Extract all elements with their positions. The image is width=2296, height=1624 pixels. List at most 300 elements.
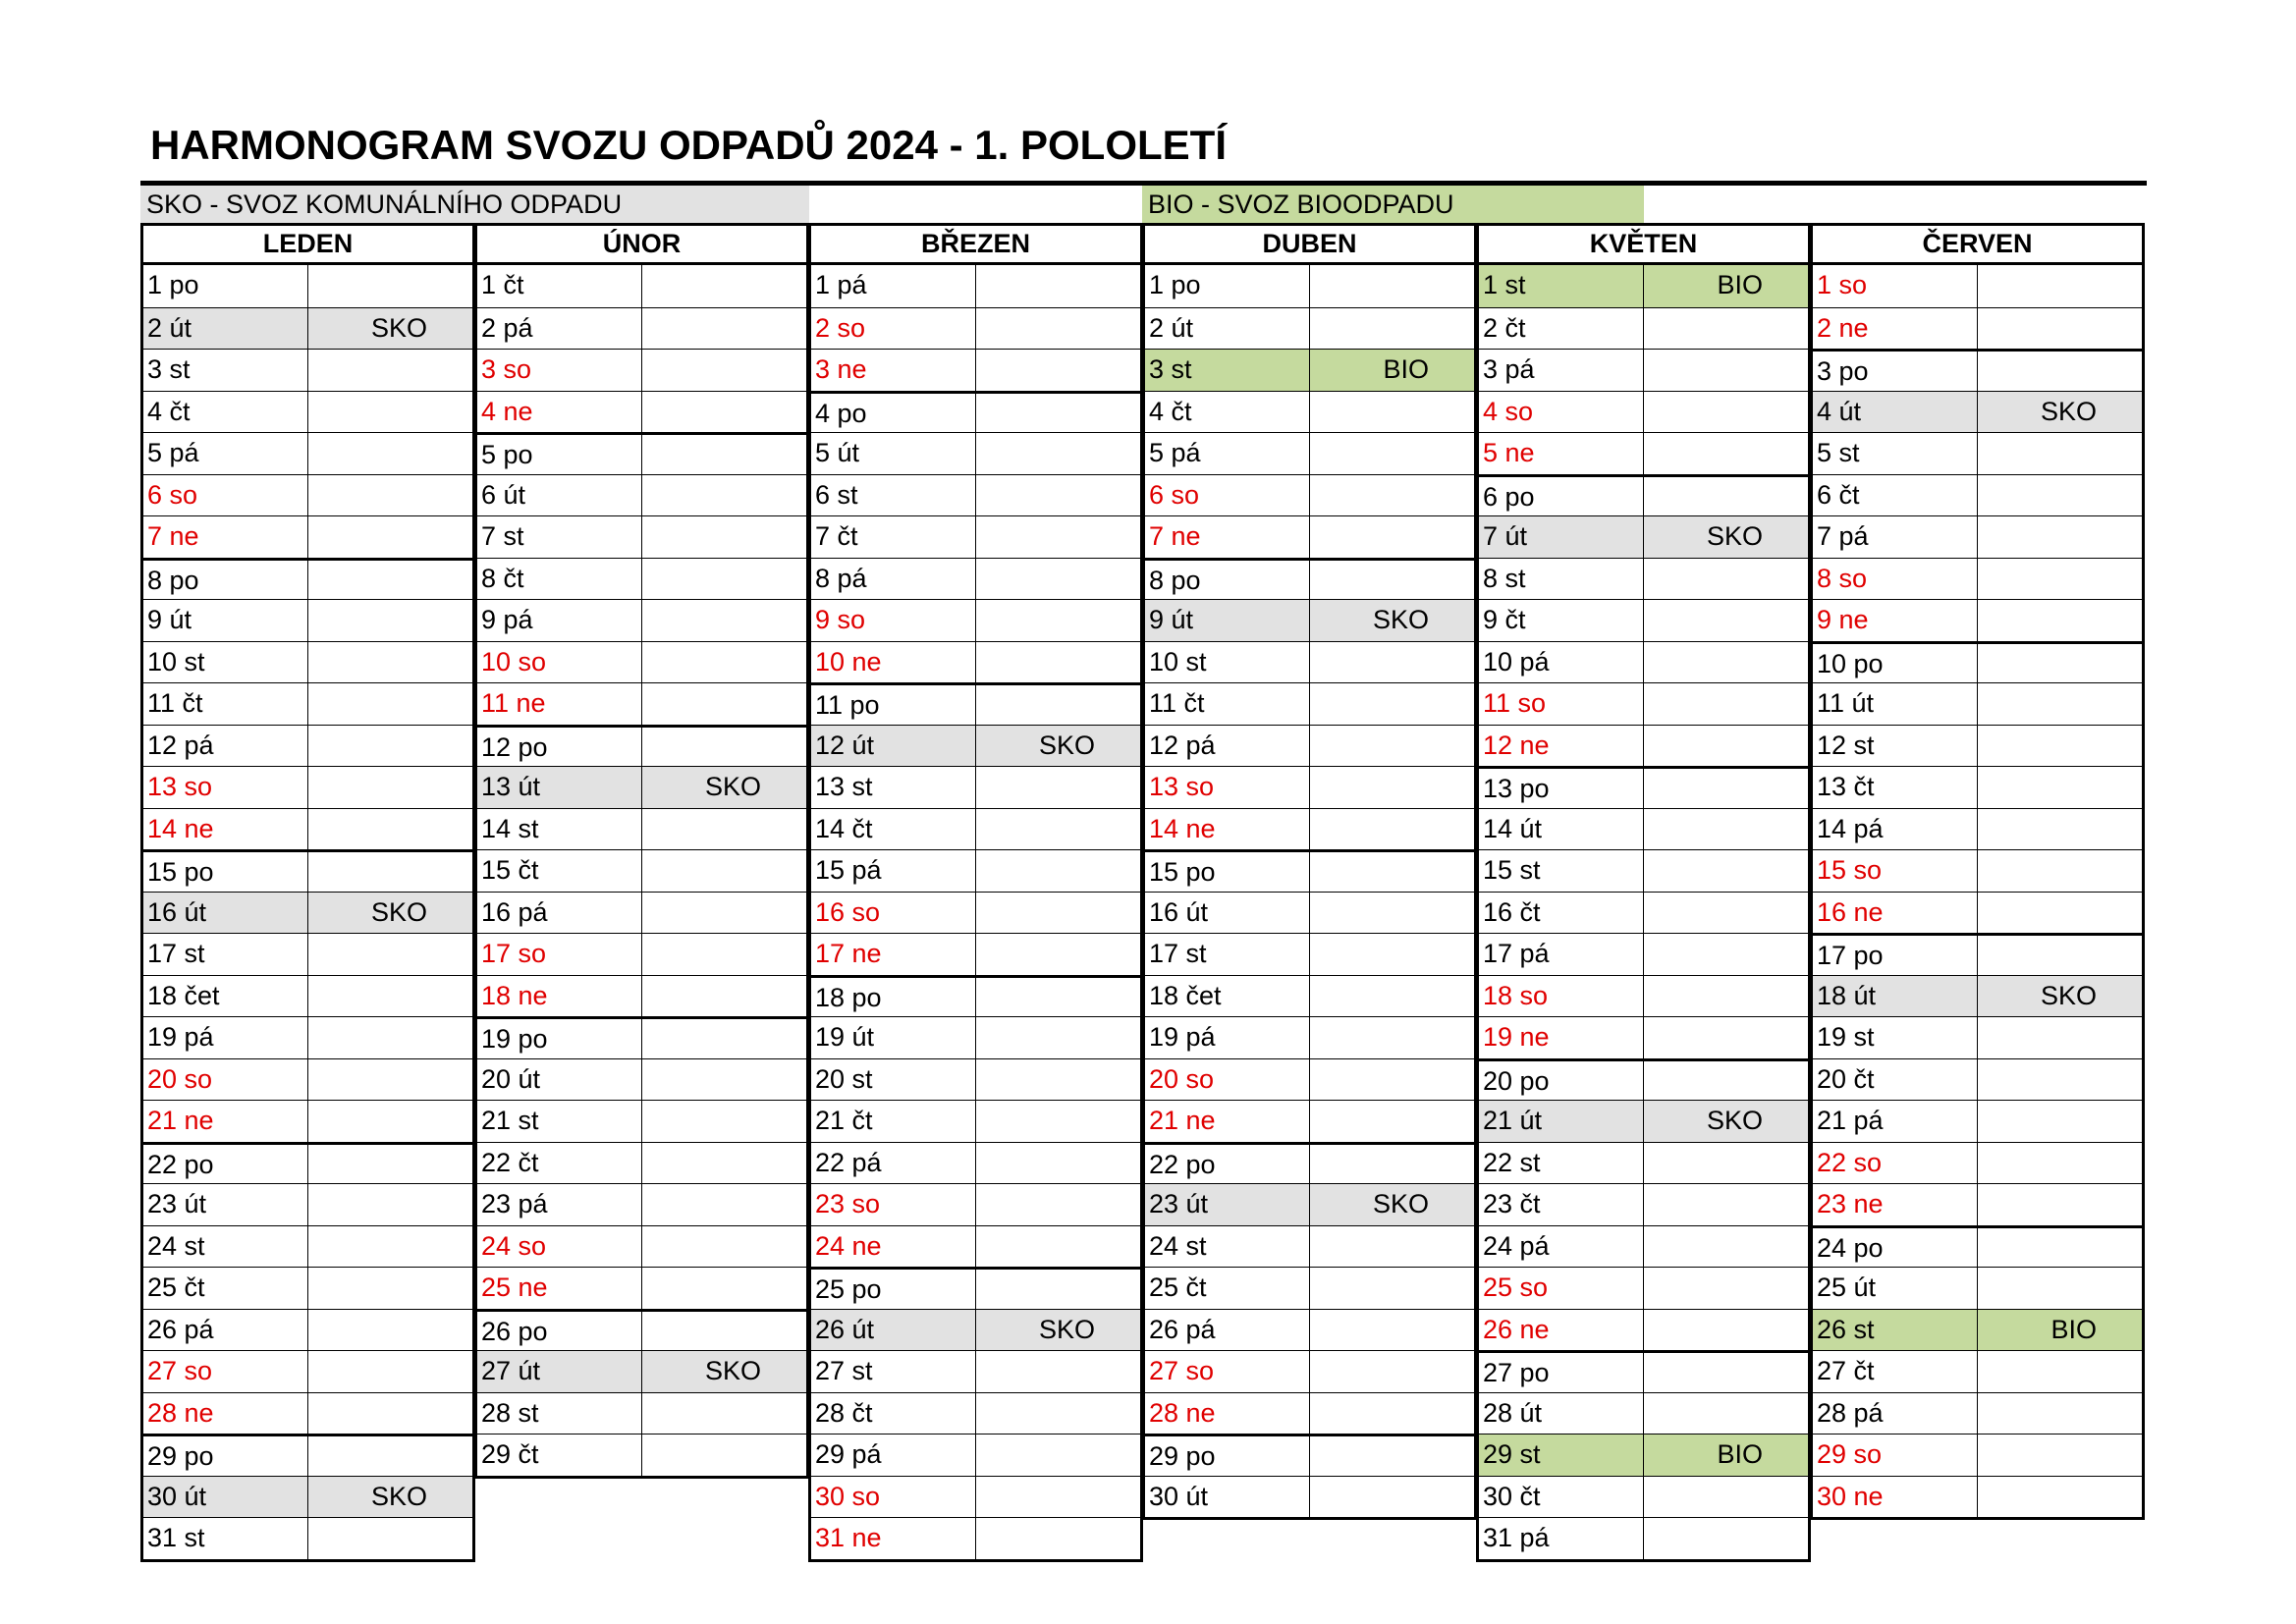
day-label: 10 po (1813, 644, 1978, 683)
collection-type (1978, 936, 2143, 975)
collection-type (1310, 809, 1475, 850)
day-row (1479, 474, 1808, 516)
day-row (143, 599, 472, 641)
day-label: 26 po (477, 1312, 642, 1351)
collection-type: BIO (2050, 1314, 2097, 1344)
day-row (477, 515, 806, 558)
collection-type (1310, 1101, 1475, 1142)
day-label: 17 so (477, 934, 642, 975)
month-column (808, 223, 1143, 1561)
day-row (1145, 558, 1474, 600)
collection-type (1978, 516, 2143, 558)
collection-type (1978, 352, 2143, 391)
day-label: 12 út (811, 726, 976, 767)
day-label: 14 čt (811, 809, 976, 850)
collection-type (1978, 1228, 2143, 1268)
day-label: 21 pá (1813, 1101, 1978, 1142)
day-label: 4 ne (477, 392, 642, 433)
day-row (477, 766, 806, 808)
collection-type (308, 934, 473, 975)
collection-type (1644, 392, 1809, 433)
day-label: 18 út (1813, 976, 1978, 1017)
day-row (811, 725, 1140, 767)
collection-type (1644, 726, 1809, 767)
day-label: 28 st (477, 1393, 642, 1435)
day-row (1145, 1267, 1474, 1309)
day-row (143, 1476, 472, 1518)
day-label: 30 čt (1479, 1477, 1644, 1518)
collection-type (1310, 893, 1475, 934)
day-label: 8 so (1813, 559, 1978, 600)
day-row (1145, 682, 1474, 725)
day-label: 16 čt (1479, 893, 1644, 934)
day-row (477, 892, 806, 934)
collection-type (1310, 1477, 1475, 1518)
day-row (1479, 975, 1808, 1017)
day-list (1142, 265, 1477, 1520)
day-label: 11 čt (143, 683, 308, 725)
collection-type (1644, 1184, 1809, 1225)
day-label: 2 út (143, 308, 308, 350)
day-label: 6 st (811, 475, 976, 516)
day-row (1145, 1392, 1474, 1435)
day-label: 15 po (1145, 852, 1310, 892)
collection-type (1644, 1061, 1809, 1101)
day-label: 22 po (1145, 1145, 1310, 1184)
collection-type (976, 1017, 1141, 1058)
collection-type (1644, 642, 1809, 683)
collection-type (308, 1518, 473, 1559)
collection-type (1310, 475, 1475, 516)
day-row (1813, 725, 2142, 767)
day-label: 5 pá (1145, 433, 1310, 474)
collection-type (642, 1226, 807, 1268)
day-row (143, 849, 472, 892)
day-row (811, 808, 1140, 850)
day-row (1145, 641, 1474, 683)
day-row (811, 1392, 1140, 1435)
day-label: 2 čt (1479, 308, 1644, 350)
collection-type (1978, 644, 2143, 683)
day-row (143, 1434, 472, 1476)
day-label: 17 ne (811, 934, 976, 975)
collection-type (642, 642, 807, 683)
collection-type (1310, 1351, 1475, 1392)
day-row (1813, 1225, 2142, 1268)
day-row (143, 1058, 472, 1101)
day-row (477, 682, 806, 725)
day-list (1810, 265, 2145, 1520)
day-label: 23 út (1145, 1184, 1310, 1225)
day-row (143, 808, 472, 850)
day-row (1813, 1350, 2142, 1392)
collection-type (308, 600, 473, 641)
collection-type (976, 685, 1141, 725)
day-label: 22 pá (811, 1143, 976, 1184)
collection-type (1978, 1351, 2143, 1392)
day-row (143, 1309, 472, 1351)
day-row (1813, 558, 2142, 600)
day-row (1479, 808, 1808, 850)
day-label: 18 po (811, 978, 976, 1017)
day-row (143, 349, 472, 391)
day-label: 2 pá (477, 308, 642, 350)
day-row (811, 599, 1140, 641)
day-row (811, 1058, 1140, 1101)
collection-type (1310, 1059, 1475, 1101)
collection-type (1978, 683, 2143, 725)
day-label: 31 st (143, 1518, 308, 1559)
collection-type (1978, 1184, 2143, 1225)
day-label: 18 ne (477, 976, 642, 1017)
collection-type (1644, 1310, 1809, 1351)
collection-type (976, 809, 1141, 850)
day-label: 28 čt (811, 1393, 976, 1435)
day-row (811, 1517, 1140, 1559)
collection-type: SKO (2040, 980, 2097, 1010)
day-label: 28 pá (1813, 1393, 1978, 1435)
collection-type (308, 516, 473, 558)
day-row (1145, 391, 1474, 433)
collection-type (642, 1435, 807, 1476)
day-row (1479, 307, 1808, 350)
day-label: 3 ne (811, 350, 976, 391)
day-row (477, 1434, 806, 1476)
day-label: 25 po (811, 1270, 976, 1309)
day-row (1479, 1434, 1808, 1476)
day-row (811, 892, 1140, 934)
day-row (143, 515, 472, 558)
day-label: 25 čt (1145, 1268, 1310, 1309)
day-row (1479, 766, 1808, 808)
collection-type (642, 1184, 807, 1225)
collection-type (1644, 1268, 1809, 1309)
day-row (1145, 766, 1474, 808)
month-header: ÚNOR (474, 223, 809, 265)
collection-type (976, 394, 1141, 433)
day-list (140, 265, 475, 1562)
day-label: 10 st (1145, 642, 1310, 683)
day-row (1813, 1183, 2142, 1225)
day-label: 24 so (477, 1226, 642, 1268)
collection-type (976, 433, 1141, 474)
month-column (474, 223, 809, 1561)
collection-type (1978, 1477, 2143, 1518)
collection-type: SKO (704, 772, 761, 801)
day-row (1813, 1476, 2142, 1518)
day-label: 9 út (1145, 600, 1310, 641)
day-label: 19 po (477, 1019, 642, 1058)
day-row (477, 1100, 806, 1142)
day-row (1479, 515, 1808, 558)
collection-type (308, 1310, 473, 1351)
day-label: 4 čt (1145, 392, 1310, 433)
collection-type (1310, 767, 1475, 808)
collection-type (1644, 893, 1809, 934)
collection-type (976, 934, 1141, 975)
collection-type (642, 850, 807, 892)
collection-type (1644, 559, 1809, 600)
day-label: 27 čt (1813, 1351, 1978, 1392)
day-label: 27 út (477, 1351, 642, 1392)
day-row (1813, 1267, 2142, 1309)
day-label: 26 pá (1145, 1310, 1310, 1351)
day-row (1145, 474, 1474, 516)
day-label: 11 ne (477, 683, 642, 725)
collection-type (1310, 683, 1475, 725)
collection-type (1978, 809, 2143, 850)
collection-type (1644, 350, 1809, 391)
collection-type (642, 1019, 807, 1058)
collection-type: SKO (1706, 1106, 1763, 1135)
day-row (1479, 1392, 1808, 1435)
day-label: 3 st (143, 350, 308, 391)
day-label: 23 út (143, 1184, 308, 1225)
day-label: 11 po (811, 685, 976, 725)
day-label: 7 ne (1145, 516, 1310, 558)
day-label: 28 ne (1145, 1393, 1310, 1435)
day-label: 27 so (143, 1351, 308, 1392)
day-label: 9 so (811, 600, 976, 641)
day-row (143, 766, 472, 808)
collection-type (1978, 475, 2143, 516)
day-label: 25 ne (477, 1268, 642, 1309)
collection-type (1644, 477, 1809, 516)
day-row (1479, 1058, 1808, 1101)
day-label: 26 st (1813, 1310, 1978, 1351)
day-row (477, 725, 806, 767)
day-row (477, 1267, 806, 1309)
day-label: 21 ne (143, 1101, 308, 1142)
day-label: 30 út (143, 1477, 308, 1518)
day-label: 22 so (1813, 1143, 1978, 1184)
day-row (477, 1350, 806, 1392)
day-label: 30 so (811, 1477, 976, 1518)
collection-type (976, 1059, 1141, 1101)
collection-type (976, 475, 1141, 516)
collection-type (308, 1436, 473, 1476)
collection-type (308, 683, 473, 725)
day-label: 21 út (1479, 1101, 1644, 1142)
day-row (1813, 349, 2142, 391)
collection-type (976, 1226, 1141, 1268)
day-label: 2 ne (1813, 308, 1978, 350)
collection-type (976, 1184, 1141, 1225)
collection-type (1644, 1143, 1809, 1184)
day-row (811, 1183, 1140, 1225)
day-row (1813, 1142, 2142, 1184)
day-label: 12 po (477, 728, 642, 767)
day-row (477, 1392, 806, 1435)
collection-type (976, 767, 1141, 808)
collection-type (642, 1268, 807, 1309)
day-label: 19 st (1813, 1017, 1978, 1058)
day-row (143, 1100, 472, 1142)
day-row (143, 432, 472, 474)
day-row (143, 1517, 472, 1559)
day-row (1145, 808, 1474, 850)
day-row (477, 391, 806, 433)
day-label: 29 po (143, 1436, 308, 1476)
day-row (143, 558, 472, 600)
collection-type: SKO (2040, 396, 2097, 426)
collection-type (1644, 1477, 1809, 1518)
day-row (1479, 1309, 1808, 1351)
collection-type (642, 308, 807, 350)
day-row (1813, 1309, 2142, 1351)
day-label: 25 út (1813, 1268, 1978, 1309)
collection-type (642, 934, 807, 975)
day-label: 23 pá (477, 1184, 642, 1225)
day-label: 16 út (1145, 893, 1310, 934)
collection-type (1310, 516, 1475, 558)
day-row (1813, 975, 2142, 1017)
collection-type: SKO (704, 1356, 761, 1385)
day-label: 8 čt (477, 559, 642, 600)
day-row (1479, 933, 1808, 975)
day-row (1479, 1350, 1808, 1392)
day-row (1145, 1142, 1474, 1184)
collection-type (1978, 767, 2143, 808)
collection-type (1978, 433, 2143, 474)
day-label: 14 st (477, 809, 642, 850)
collection-type (642, 1101, 807, 1142)
collection-type (308, 265, 473, 307)
day-row (1813, 599, 2142, 641)
month-column (1142, 223, 1477, 1561)
collection-type (642, 1143, 807, 1184)
day-row (1479, 1517, 1808, 1559)
day-row (477, 808, 806, 850)
day-label: 24 ne (811, 1226, 976, 1268)
day-row (811, 933, 1140, 975)
month-header: BŘEZEN (808, 223, 1143, 265)
day-label: 6 út (477, 475, 642, 516)
collection-type (308, 767, 473, 808)
collection-type (642, 516, 807, 558)
collection-type (308, 1101, 473, 1142)
collection-type (1644, 1518, 1809, 1559)
day-label: 15 po (143, 852, 308, 892)
collection-type: SKO (1038, 1314, 1095, 1344)
day-label: 23 ne (1813, 1184, 1978, 1225)
day-row (1145, 933, 1474, 975)
collection-type (976, 265, 1141, 307)
collection-type (1644, 1017, 1809, 1058)
day-row (811, 432, 1140, 474)
day-row (1145, 265, 1474, 307)
collection-type (1644, 308, 1809, 350)
collection-type: SKO (1372, 1189, 1429, 1218)
day-label: 31 pá (1479, 1518, 1644, 1559)
day-row (477, 1142, 806, 1184)
day-row (811, 349, 1140, 391)
day-label: 5 st (1813, 433, 1978, 474)
collection-type (1310, 726, 1475, 767)
day-row (811, 766, 1140, 808)
day-label: 1 po (1145, 265, 1310, 307)
day-row (1813, 849, 2142, 892)
collection-type: BIO (1383, 354, 1429, 384)
day-label: 17 st (143, 934, 308, 975)
collection-type (642, 1312, 807, 1351)
day-row (811, 474, 1140, 516)
collection-type (1978, 265, 2143, 307)
collection-type (1644, 600, 1809, 641)
day-row (477, 1016, 806, 1058)
collection-type (976, 350, 1141, 391)
collection-type (976, 893, 1141, 934)
collection-type (1978, 600, 2143, 641)
day-row (811, 515, 1140, 558)
collection-type (308, 1268, 473, 1309)
day-row (477, 1058, 806, 1101)
day-row (1479, 265, 1808, 307)
day-row (811, 1434, 1140, 1476)
collection-type (976, 516, 1141, 558)
day-row (143, 307, 472, 350)
day-row (1813, 515, 2142, 558)
day-row (811, 265, 1140, 307)
day-label: 13 st (811, 767, 976, 808)
collection-type (976, 559, 1141, 600)
page-title: HARMONOGRAM SVOZU ODPADŮ 2024 - 1. POLOLETÍ (150, 122, 1227, 168)
day-label: 17 st (1145, 934, 1310, 975)
collection-type (1644, 976, 1809, 1017)
day-label: 24 st (1145, 1226, 1310, 1268)
day-row (811, 558, 1140, 600)
day-row (1479, 391, 1808, 433)
day-label: 4 út (1813, 392, 1978, 433)
day-row (811, 1350, 1140, 1392)
collection-type (1978, 559, 2143, 600)
day-label: 29 pá (811, 1435, 976, 1476)
day-label: 13 so (1145, 767, 1310, 808)
collection-type (308, 1226, 473, 1268)
collection-type (308, 1184, 473, 1225)
day-row (1813, 307, 2142, 350)
collection-type (642, 1059, 807, 1101)
day-label: 27 po (1479, 1353, 1644, 1392)
collection-type (308, 809, 473, 850)
day-row (1479, 1100, 1808, 1142)
day-label: 21 st (477, 1101, 642, 1142)
collection-type (308, 976, 473, 1017)
day-row (811, 1476, 1140, 1518)
day-row (1145, 599, 1474, 641)
day-row (477, 1183, 806, 1225)
day-label: 15 čt (477, 850, 642, 892)
collection-type (976, 600, 1141, 641)
collection-type (1978, 1017, 2143, 1058)
collection-type (1644, 934, 1809, 975)
day-label: 25 čt (143, 1268, 308, 1309)
day-row (1479, 1016, 1808, 1058)
day-row (1479, 641, 1808, 683)
day-row (477, 558, 806, 600)
day-label: 17 pá (1479, 934, 1644, 975)
day-row (143, 725, 472, 767)
day-row (143, 1183, 472, 1225)
collection-type (1310, 642, 1475, 683)
day-label: 16 so (811, 893, 976, 934)
day-row (477, 432, 806, 474)
collection-type: SKO (370, 896, 427, 927)
day-label: 20 čt (1813, 1059, 1978, 1101)
day-label: 8 po (143, 561, 308, 600)
collection-type (642, 809, 807, 850)
collection-type (976, 1393, 1141, 1435)
